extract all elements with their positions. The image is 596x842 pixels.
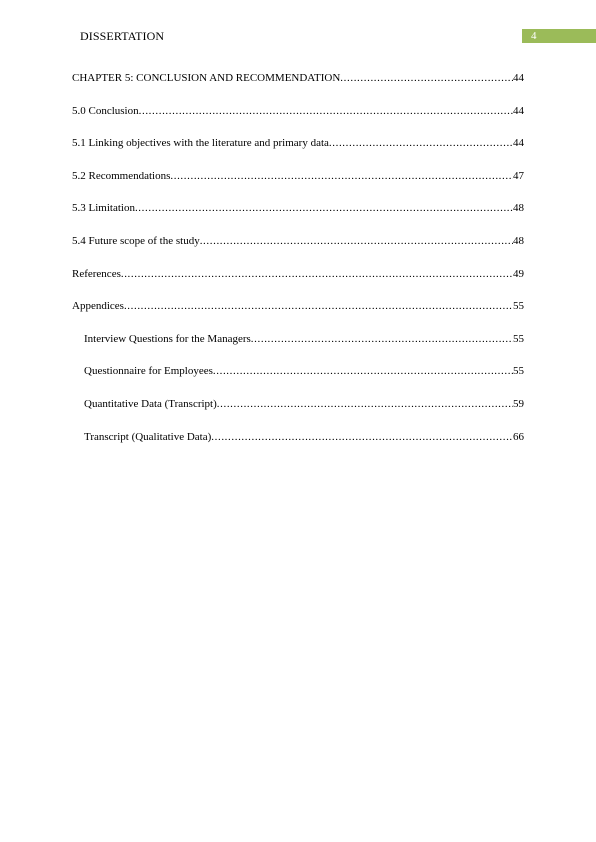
toc-entry-page: 44 — [513, 137, 524, 150]
toc-entry-label: Appendices — [72, 300, 124, 313]
toc-leader-dots — [213, 359, 513, 383]
toc-entry-page: 55 — [513, 365, 524, 378]
toc-leader-dots — [329, 131, 513, 155]
toc-entry[interactable] — [72, 99, 524, 132]
toc-leader-dots — [217, 392, 513, 416]
toc-subentry[interactable] — [72, 327, 524, 360]
toc-entry-label: Transcript (Qualitative Data) — [84, 430, 212, 443]
toc-leader-dots — [124, 294, 513, 318]
toc-entry-label: 5.1 Linking objectives with the literature and primary data — [72, 137, 329, 150]
page-number: 4 — [531, 30, 537, 42]
toc-entry-label: 5.0 Conclusion — [72, 104, 139, 117]
toc-leader-dots — [251, 327, 513, 351]
toc-leader-dots — [340, 66, 513, 90]
toc-leader-dots — [211, 425, 513, 449]
toc-leader-dots — [200, 229, 513, 253]
toc-entry[interactable] — [72, 196, 524, 229]
toc-entry-label: 5.3 Limitation — [72, 202, 135, 215]
toc-entry-label: 5.4 Future scope of the study — [72, 234, 200, 247]
toc-entry[interactable] — [72, 164, 524, 197]
toc-leader-dots — [139, 99, 513, 123]
toc-entry-label: CHAPTER 5: CONCLUSION AND RECOMMENDATION — [72, 72, 341, 84]
toc-entry-label: Questionnaire for Employees — [84, 365, 213, 378]
toc-entry[interactable] — [72, 294, 524, 327]
toc-entry-page: 48 — [513, 234, 524, 247]
toc-entry-page: 59 — [513, 397, 524, 410]
toc-entry[interactable] — [72, 262, 524, 295]
toc-entry-page: 55 — [513, 300, 524, 313]
toc-leader-dots — [121, 262, 513, 286]
running-header-title: DISSERTATION — [80, 29, 165, 43]
toc-entry-page: 44 — [513, 72, 524, 84]
toc-entry-label: Interview Questions for the Managers — [84, 332, 251, 345]
toc-entry-page: 48 — [513, 202, 524, 215]
toc-entry-label: References — [72, 267, 121, 280]
toc-leader-dots — [135, 196, 513, 220]
toc-subentry[interactable] — [72, 392, 524, 425]
toc-entry-page: 49 — [513, 267, 524, 280]
toc-subentry[interactable] — [72, 425, 524, 458]
toc-entry-label: 5.2 Recommendations — [72, 169, 171, 182]
toc-entry-label: Quantitative Data (Transcript) — [84, 397, 217, 410]
toc-entry[interactable] — [72, 229, 524, 262]
toc-leader-dots — [170, 164, 513, 188]
table-of-contents — [72, 66, 524, 457]
toc-entry-page: 44 — [513, 104, 524, 117]
toc-entry-page: 47 — [513, 169, 524, 182]
toc-entry[interactable] — [72, 131, 524, 164]
toc-entry[interactable] — [72, 66, 524, 99]
page-number-badge — [522, 29, 596, 43]
toc-entry-page: 55 — [513, 332, 524, 345]
toc-subentry[interactable] — [72, 359, 524, 392]
toc-entry-page: 66 — [513, 430, 524, 443]
